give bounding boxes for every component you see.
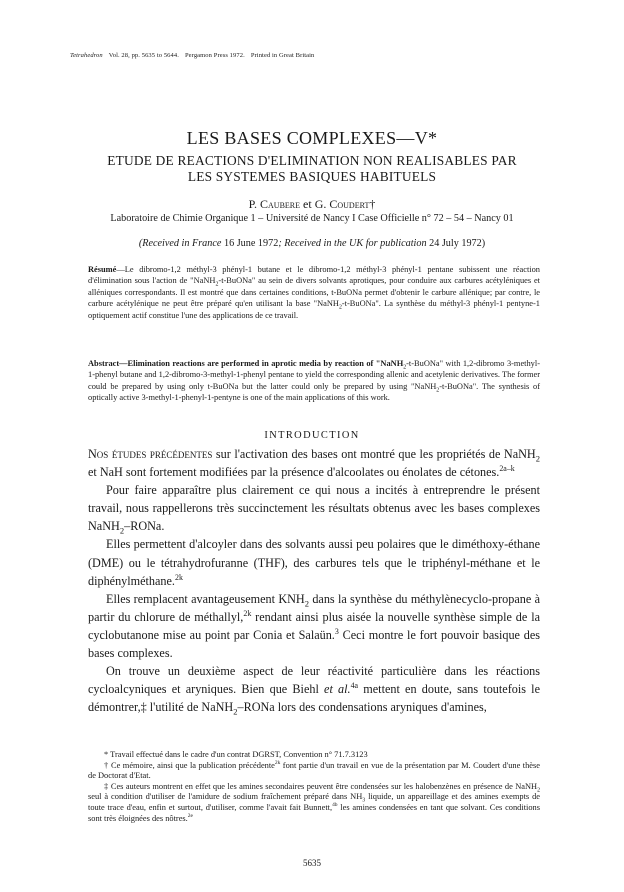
paragraph-1-text-b: et NaH sont fortement modifiées par la présence d'alcoolates ou énolates de cétones. bbox=[88, 465, 500, 480]
footnote-dagger-text-a: † Ce mémoire, ainsi que la publication précédente bbox=[104, 760, 275, 770]
footnote-dagger-text-b: font partie d'un travail en vue de la présentation par M. Coudert d'une thèse de Doctorat d'Etat. bbox=[88, 760, 541, 781]
journal-printed: Printed in Great Britain bbox=[250, 52, 315, 59]
reference-marker: 2e bbox=[187, 812, 193, 819]
paragraph-1-lead: Nos études précédentes bbox=[88, 447, 213, 461]
paragraph-4-text-b: dans la synthèse du méthylènecyclo-propane à partir du chlorure de méthallyl, bbox=[88, 591, 540, 624]
subscript: 2 bbox=[535, 453, 540, 464]
et-al: et al. bbox=[324, 682, 351, 697]
author-2-name: Coudert† bbox=[329, 197, 376, 211]
abstract-text-a: —Elimination reactions are performed in aprotic media by reaction of "NaNH bbox=[119, 359, 404, 368]
abstract-text-c: -t-BuONa". The synthesis of optically active 3-methyl-1-phenyl-1-pentyne is one of the main applications of this work. bbox=[88, 381, 540, 403]
english-abstract bbox=[88, 358, 540, 404]
section-heading-introduction: INTRODUCTION bbox=[264, 430, 360, 441]
paragraph-4-text-d: Ceci montre le fort pouvoir basique des bases complexes. bbox=[88, 627, 540, 661]
paragraph-5-text-a: On trouve un deuxième aspect de leur réactivité particulière dans les réactions cycloalcyniques et aryniques. Bien que Biehl bbox=[88, 664, 540, 697]
abstract-text-b: -t-BuONa" with 1,2-dibromo 3-methyl-1-phenyl butane and 1,2-dibromo-3-methyl-1-phenyl pentane to yield the corresponding allenic and acetylenic derivatives. The former could be prepared by using only t-BuONa but the latter could only be prepared by using "NaNH bbox=[88, 359, 540, 391]
resume-text-a: —Le dibromo-1,2 méthyl-3 phényl-1 butane et le dibromo-1,2 méthyl-3 phényl-1 pentane subissent une réaction d'élimination sous l'action de "NaNH bbox=[88, 265, 540, 286]
body-text bbox=[88, 445, 540, 716]
reference-marker: 2a–k bbox=[499, 464, 515, 474]
resume-label: Résumé bbox=[88, 265, 117, 274]
subscript: 2 bbox=[338, 304, 342, 311]
reference-marker: 2k bbox=[174, 572, 183, 582]
paragraph-2-text-a: Pour faire apparaître plus clairement ce qui nous a incités à entreprendre le présent travail, nous rappellerons très succinctement les résultats obtenus avec les bases complexes NaNH bbox=[88, 483, 540, 534]
paragraph-2 bbox=[88, 481, 540, 535]
journal-header bbox=[70, 52, 320, 59]
resume-text-b: -t-BuONa" au sein de divers solvants aprotiques, pour conduire aux carbures acétyléniques et alléniques correspondants. Il est montré que dans certaines conditions, t-BuONa permet d'obtenir le carbure allénique; par contre, le carbure acétylénique ne peut être préparé qu'en utilisant la base "NaNH bbox=[88, 276, 540, 309]
received-date-2: 24 July 1972 bbox=[429, 238, 482, 249]
paragraph-5-text-c: –RONa lors des condensations aryniques d'amines, bbox=[237, 700, 487, 715]
received-part-2: ; Received in the UK for publication bbox=[278, 238, 430, 249]
subscript: 2 bbox=[403, 364, 407, 371]
paragraph-1-text-a: sur l'activation des bases ont montré que les propriétés de NaNH bbox=[212, 447, 536, 461]
subtitle-line-2: LES SYSTEMES BASIQUES HABITUELS bbox=[187, 169, 437, 184]
paragraph-4-text-a: Elles remplacent avantageusement KNH bbox=[106, 591, 305, 606]
received-date-1: 16 June 1972 bbox=[223, 238, 279, 249]
subscript: 2 bbox=[537, 787, 540, 794]
paragraph-1 bbox=[88, 445, 540, 481]
article-subtitle bbox=[0, 153, 624, 185]
article-title: LES BASES COMPLEXES—V* bbox=[186, 128, 438, 148]
authors bbox=[0, 197, 624, 212]
reference-marker: 2k bbox=[274, 759, 281, 766]
subscript: 2 bbox=[233, 706, 238, 717]
subtitle-line-1: ETUDE DE REACTIONS D'ELIMINATION NON REALISABLES PAR bbox=[107, 153, 517, 168]
reference-marker: 4a bbox=[350, 681, 359, 691]
paragraph-2-text-b: –RONa. bbox=[124, 519, 165, 534]
paragraph-3 bbox=[88, 535, 540, 589]
abstract-label: Abstract bbox=[88, 359, 120, 368]
reference-marker: 2k bbox=[243, 608, 252, 618]
footnote-star: * Travail effectué dans le cadre d'un contrat DGRST, Convention n° 71.7.3123 bbox=[104, 750, 368, 759]
journal-volume: Vol. 28, pp. 5635 to 5644. bbox=[108, 52, 179, 59]
resume-abstract bbox=[88, 264, 540, 321]
paragraph-5 bbox=[88, 662, 540, 716]
footnote-double-dagger-text-c: liquide, un appareillage et des amines exempts de toute trace d'eau, enfin et surtout, d'utiliser, comme l'avait fait Bunnett, bbox=[88, 792, 540, 812]
footnote-double-dagger-text-a: ‡ Ces auteurs montrent en effet que les amines secondaires peuvent être condensées sur les halobenzènes en présence de NaNH bbox=[104, 781, 538, 791]
subscript: 2 bbox=[436, 387, 440, 394]
subscript: 2 bbox=[119, 525, 125, 536]
footnote-double-dagger-text-b: seul à condition d'utiliser de l'amidure de sodium fraîchement préparé dans NH bbox=[88, 792, 363, 802]
journal-name: Tetrahedron bbox=[70, 52, 103, 59]
journal-publisher: Pergamon Press 1972. bbox=[184, 52, 245, 59]
page-number: 5635 bbox=[303, 858, 321, 868]
subscript: 2 bbox=[304, 598, 310, 609]
footnote-double-dagger bbox=[88, 782, 540, 824]
author-1-name: Caubere bbox=[260, 197, 301, 211]
paragraph-4 bbox=[88, 590, 540, 662]
reference-marker: 4b bbox=[332, 802, 338, 809]
author-conjunction: et G. bbox=[300, 197, 330, 211]
received-part-3: ) bbox=[481, 238, 486, 249]
reference-marker: 3 bbox=[334, 626, 339, 636]
footnotes bbox=[88, 750, 540, 824]
received-part-1: (Received in France bbox=[138, 238, 224, 249]
paragraph-5-text-b: mettent en doute, sans toutefois le démontrer,‡ l'utilité de NaNH bbox=[88, 682, 540, 715]
received-dates bbox=[0, 238, 624, 249]
subscript: 2 bbox=[215, 282, 219, 289]
footnote-double-dagger-text-d: les amines condensées en tant que solvant. Ces conditions sont très éloignées des nôtres. bbox=[88, 802, 540, 823]
footnote-dagger bbox=[88, 761, 540, 782]
paragraph-4-text-c: rendant ainsi plus aisée la nouvelle synthèse simple de la cyclobutanone mise au point par Conia et Salaün. bbox=[88, 609, 540, 642]
affiliation: Laboratoire de Chimie Organique 1 – Université de Nancy I Case Officielle n° 72 – 54 – Nancy 01 bbox=[110, 213, 514, 224]
subscript: 3 bbox=[362, 798, 366, 805]
paragraph-3-text: Elles permettent d'alcoyler dans des solvants aussi peu polaires que le diméthoxy-éthane (DME) ou le tétrahydrofuranne (THF), des carbures tels que le triphényl-méthane et le diphénylméthane. bbox=[88, 537, 540, 588]
author-1-initial: P. bbox=[248, 197, 261, 211]
resume-text-c: -t-BuONa". La synthèse du méthyl-3 phényl-1 pentyne-1 optiquement actif constitue l'une des applications de ce travail. bbox=[88, 299, 540, 320]
